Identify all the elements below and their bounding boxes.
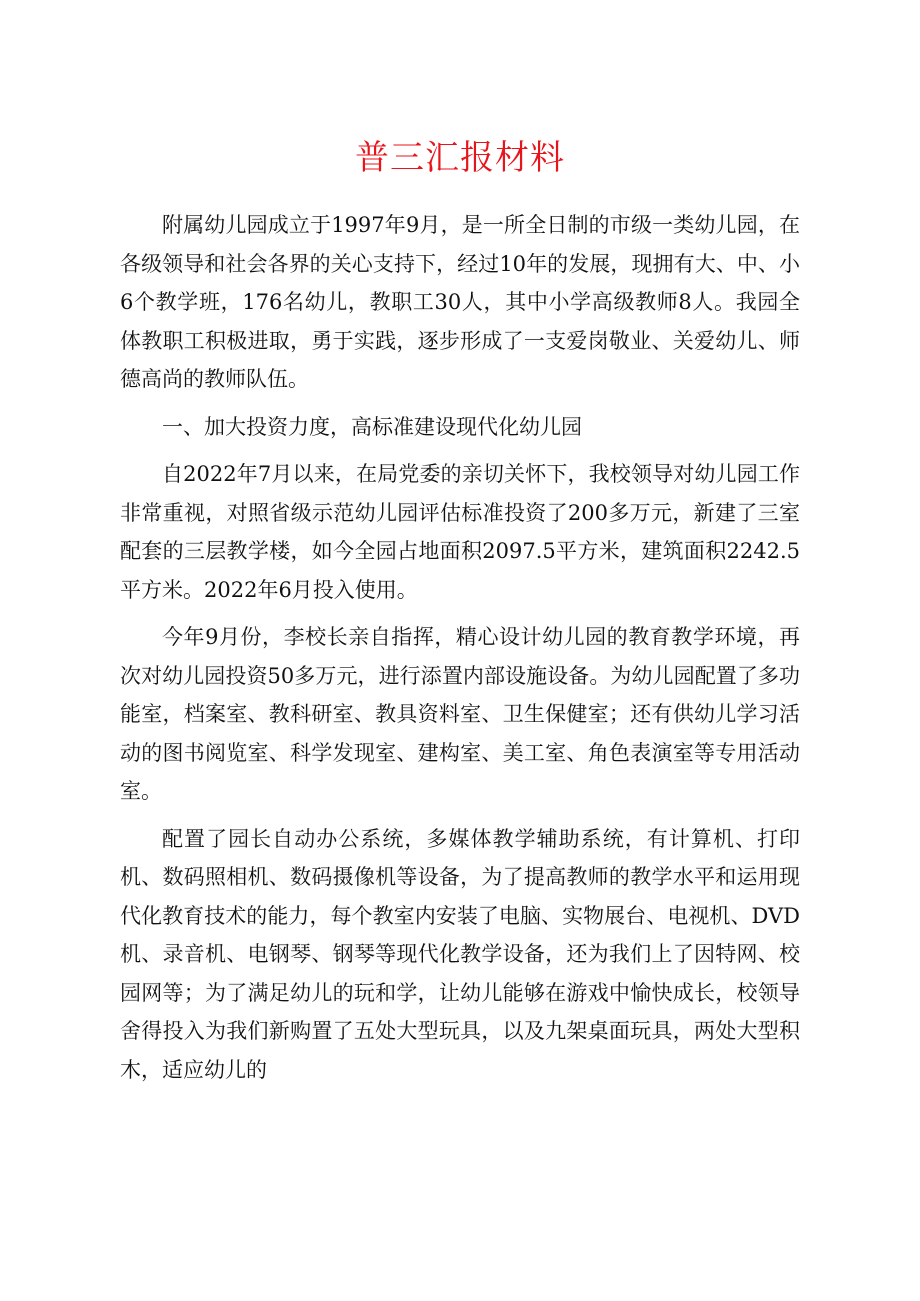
paragraph-intro: 附属幼儿园成立于1997年9月，是一所全日制的市级一类幼儿园，在各级领导和社会各界的关心支持下，经过10年的发展，现拥有大、中、小6个教学班，176名幼儿，教职工30人，其中小学高级教师8人。我园全体教职工积极进取，勇于实践，逐步形成了一支爱岗敬业、关爱幼儿、师德高尚的教师队伍。 — [120, 213, 800, 391]
document-title: 普三汇报材料 — [355, 138, 565, 178]
document-body — [120, 206, 800, 1098]
paragraph-equipment: 配置了园长自动办公系统，多媒体教学辅助系统，有计算机、打印机、数码照相机、数码摄像机等设备，为了提高教师的教学水平和运用现代化教育技术的能力，每个教室内安装了电脑、实物展台、电视机、DVD机、录音机、电钢琴、钢琴等现代化教学设备，还为我们上了因特网、校园网等；为了满足幼儿的玩和学，让幼儿能够在游戏中愉快成长，校领导舍得投入为我们新购置了五处大型玩具，以及九架桌面玩具，两处大型积木，适应幼儿的 — [120, 826, 800, 1082]
section-heading-1: 一、加大投资力度，高标准建设现代化幼儿园 — [162, 414, 582, 439]
paragraph-facilities: 今年9月份，李校长亲自指挥，精心设计幼儿园的教育教学环境，再次对幼儿园投资50多万元，进行添置内部设施设备。为幼儿园配置了多功能室，档案室、教科研室、教具资料室、卫生保健室；还有供幼儿学习活动的图书阅览室、科学发现室、建构室、美工室、角色表演室等专用活动室。 — [120, 625, 800, 803]
paragraph-construction: 自2022年7月以来，在局党委的亲切关怀下，我校领导对幼儿园工作非常重视，对照省级示范幼儿园评估标准投资了200多万元，新建了三室配套的三层教学楼，如今全园占地面积2097.5平方米，建筑面积2242.5平方米。2022年6月投入使用。 — [120, 462, 800, 602]
